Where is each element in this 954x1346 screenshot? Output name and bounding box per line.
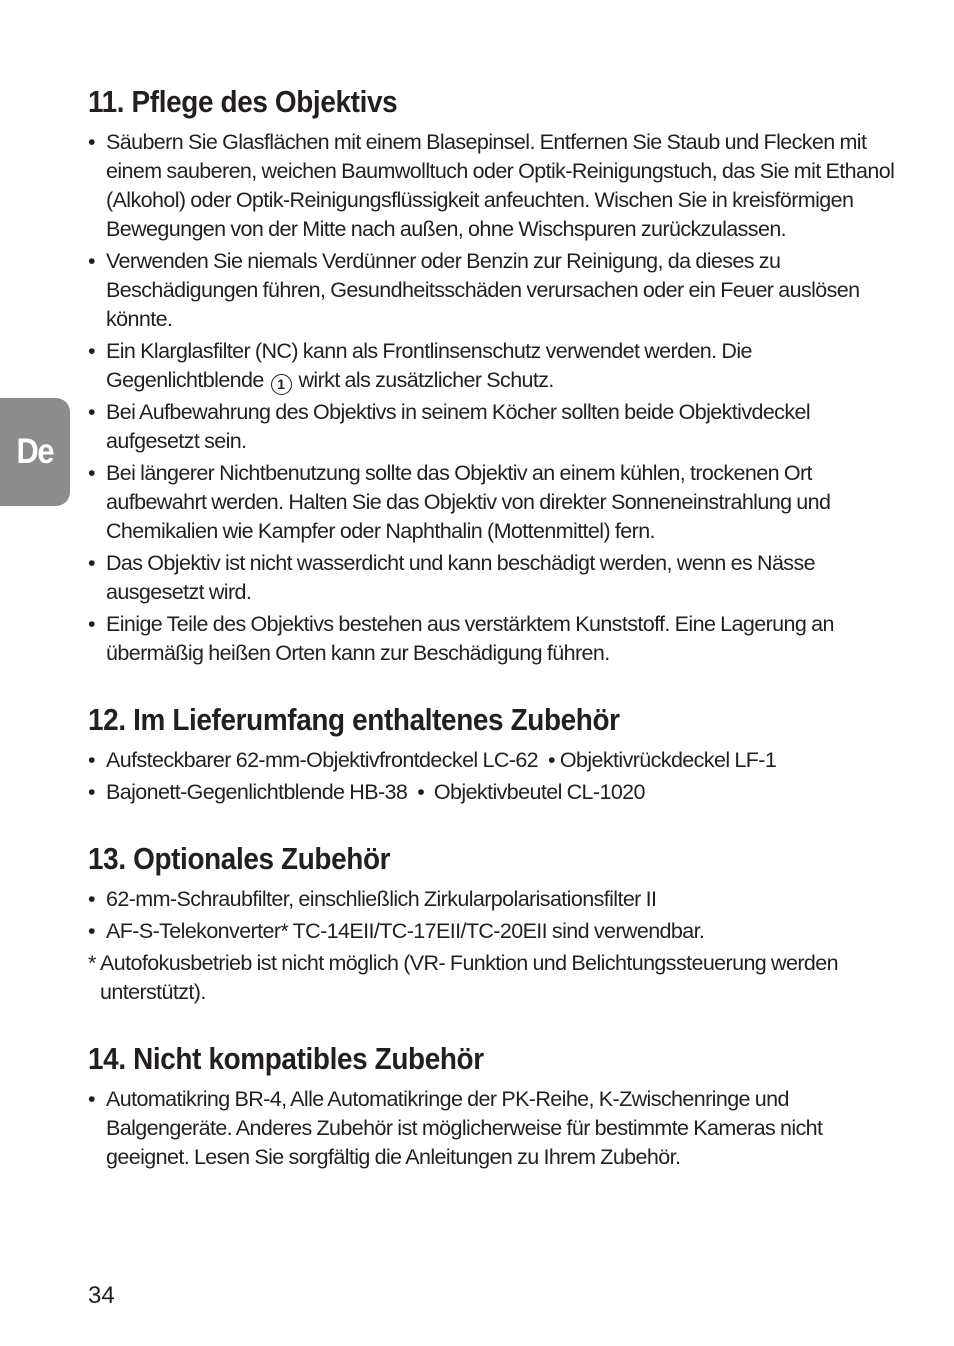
bullet-list (88, 1085, 898, 1172)
section-included-accessories (88, 698, 898, 807)
list-item: • Aufsteckbarer 62-mm-Objektivfrontdeckel LC-62 • Objektivrückdeckel LF-1 (88, 746, 898, 775)
list-item: • Einige Teile des Objektivs bestehen aus verstärktem Kunststoff. Eine Lagerung an übermäßig heißen Orten kann zur Beschädigung führen. (88, 610, 898, 668)
bullet-list (88, 128, 898, 668)
list-item: • Das Objektiv ist nicht wasserdicht und kann beschädigt werden, wenn es Nässe ausgesetzt wird. (88, 549, 898, 607)
section-title: 13. Optionales Zubehör (88, 841, 391, 876)
footnote-mark: * (88, 951, 96, 975)
list-item: • Bei längerer Nichtbenutzung sollte das Objektiv an einem kühlen, trockenen Ort aufbewahrt werden. Halten Sie das Objektiv von direkter Sonneneinstrahlung und Chemikalien wie Kampfer oder Naphthalin (Mottenmittel) fern. (88, 459, 898, 546)
language-tab (0, 398, 70, 506)
section-incompatible-accessories (88, 1037, 898, 1172)
list-item: • 62-mm-Schraubfilter, einschließlich Zirkularpolarisationsfilter II (88, 885, 898, 914)
section-title: 14. Nicht kompatibles Zubehör (88, 1041, 484, 1076)
page-number: 34 (88, 1282, 115, 1309)
footnote: * Autofokusbetrieb ist nicht möglich (VR- Funktion und Belichtungssteuerung werden unterstützt). (88, 951, 838, 1004)
bullet-list (88, 885, 898, 946)
list-item: • Automatikring BR-4, Alle Automatikringe der PK-Reihe, K-Zwischenringe und Balgengeräte. Anderes Zubehör ist möglicherweise für bestimmte Kameras nicht geeignet. Lesen Sie sorgfältig die Anleitungen zu Ihrem Zubehör. (88, 1085, 898, 1172)
list-item: • Bei Aufbewahrung des Objektivs in seinem Köcher sollten beide Objektivdeckel aufgesetzt sein. (88, 398, 898, 456)
section-title: 12. Im Lieferumfang enthaltenes Zubehör (88, 702, 620, 737)
list-item: • Verwenden Sie niemals Verdünner oder Benzin zur Reinigung, da dieses zu Beschädigungen führen, Gesundheitsschäden verursachen oder ein Feuer auslösen könnte. (88, 247, 898, 334)
section-optional-accessories (88, 837, 898, 1007)
section-title: 11. Pflege des Objektivs (88, 84, 398, 119)
list-item: • AF-S-Telekonverter* TC-14EII/TC-17EII/TC-20EII sind verwendbar. (88, 917, 898, 946)
language-tab-label: De (16, 432, 54, 471)
list-item: • Ein Klarglasfilter (NC) kann als Frontlinsenschutz verwendet werden. Die Gegenlichtblende 1 wirkt als zusätzlicher Schutz. (88, 337, 898, 395)
list-item: • Bajonett-Gegenlichtblende HB-38 • Objektivbeutel CL-1020 (88, 778, 898, 807)
bullet-list (88, 746, 898, 807)
list-item: • Säubern Sie Glasflächen mit einem Blasepinsel. Entfernen Sie Staub und Flecken mit einem sauberen, weichen Baumwolltuch oder Optik-Reinigungstuch, das Sie mit Ethanol (Alkohol) oder Optik-Reinigungsflüssigkeit anfeuchten. Wischen Sie in kreisförmigen Bewegungen von der Mitte nach außen, ohne Wischspuren zurückzulassen. (88, 128, 898, 244)
section-care (88, 80, 898, 668)
page-content (88, 80, 898, 1202)
circled-number-marker: 1 (271, 374, 292, 395)
